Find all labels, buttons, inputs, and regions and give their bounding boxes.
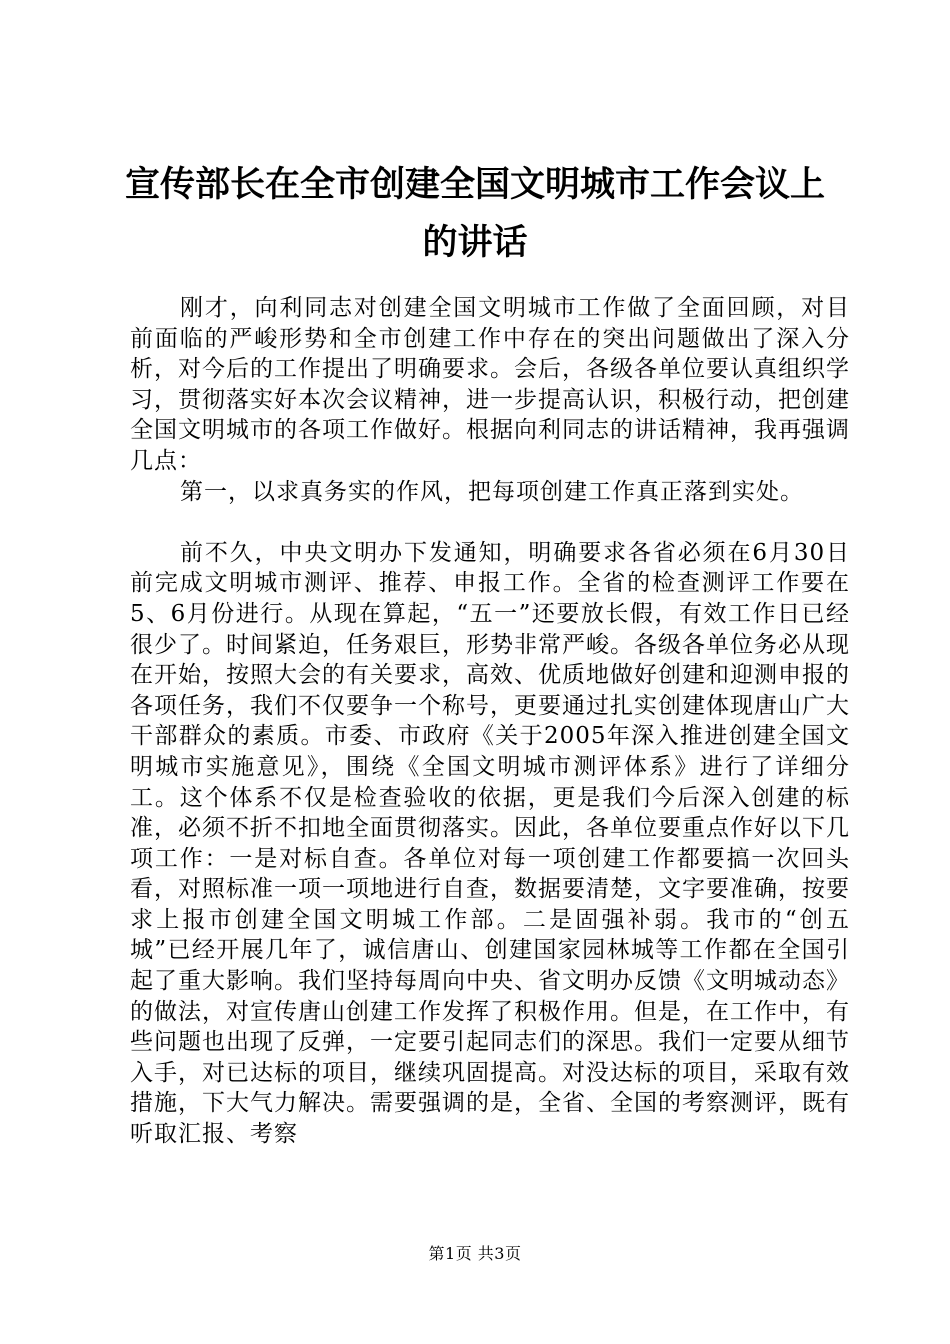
paragraph-heading-first-point: 第一，以求真务实的作风，把每项创建工作真正落到实处。 — [180, 478, 804, 505]
page-number-footer: 第1页 共3页 — [428, 1244, 522, 1263]
paragraph-intro: 刚才，向利同志对创建全国文明城市工作做了全面回顾，对目前面临的严峻形势和全市创建工作中存在的突出问题做出了深入分析，对今后的工作提出了明确要求。会后，各级各单位要认真组织学习，贯彻落实好本次会议精神，进一步提高认识，积极行动，把创建全国文明城市的各项工作做好。根据向利同志的讲话精神，我再强调几点： — [130, 295, 850, 474]
document-title-line-2: 的讲话 — [422, 222, 528, 263]
paragraph-main: 前不久，中央文明办下发通知，明确要求各省必须在6月30日前完成文明城市测评、推荐、申报工作。全省的检查测评工作要在5、6月份进行。从现在算起，“五一”还要放长假，有效工作日已经很少了。时间紧迫，任务艰巨，形势非常严峻。各级各单位务必从现在开始，按照大会的有关要求，高效、优质地做好创建和迎测申报的各项任务，我们不仅要争一个称号，更要通过扎实创建体现唐山广大干部群众的素质。市委、市政府《关于2005年深入推进创建全国文明城市实施意见》，围绕《全国文明城市测评体系》进行了详细分工。这个体系不仅是检查验收的依据，更是我们今后深入创建的标准，必须不折不扣地全面贯彻落实。因此，各单位要重点作好以下几项工作：一是对标自查。各单位对每一项创建工作都要搞一次回头看，对照标准一项一项地进行自查，数据要清楚，文字要准确，按要求上报市创建全国文明城工作部。二是固强补弱。我市的“创五城”已经开展几年了，诚信唐山、创建国家园林城等工作都在全国引起了重大影响。我们坚持每周向中央、省文明办反馈《文明城动态》的做法，对宣传唐山创建工作发挥了积极作用。但是，在工作中，有些问题也出现了反弹，一定要引起同志们的深思。我们一定要从细节入手，对已达标的项目，继续巩固提高。对没达标的项目，采取有效措施，下大气力解决。需要强调的是，全省、全国的考察测评，既有听取汇报、考察 — [130, 539, 850, 1148]
document-title-line-1: 宣传部长在全市创建全国文明城市工作会议上 — [124, 164, 825, 205]
document-body — [130, 293, 850, 1150]
